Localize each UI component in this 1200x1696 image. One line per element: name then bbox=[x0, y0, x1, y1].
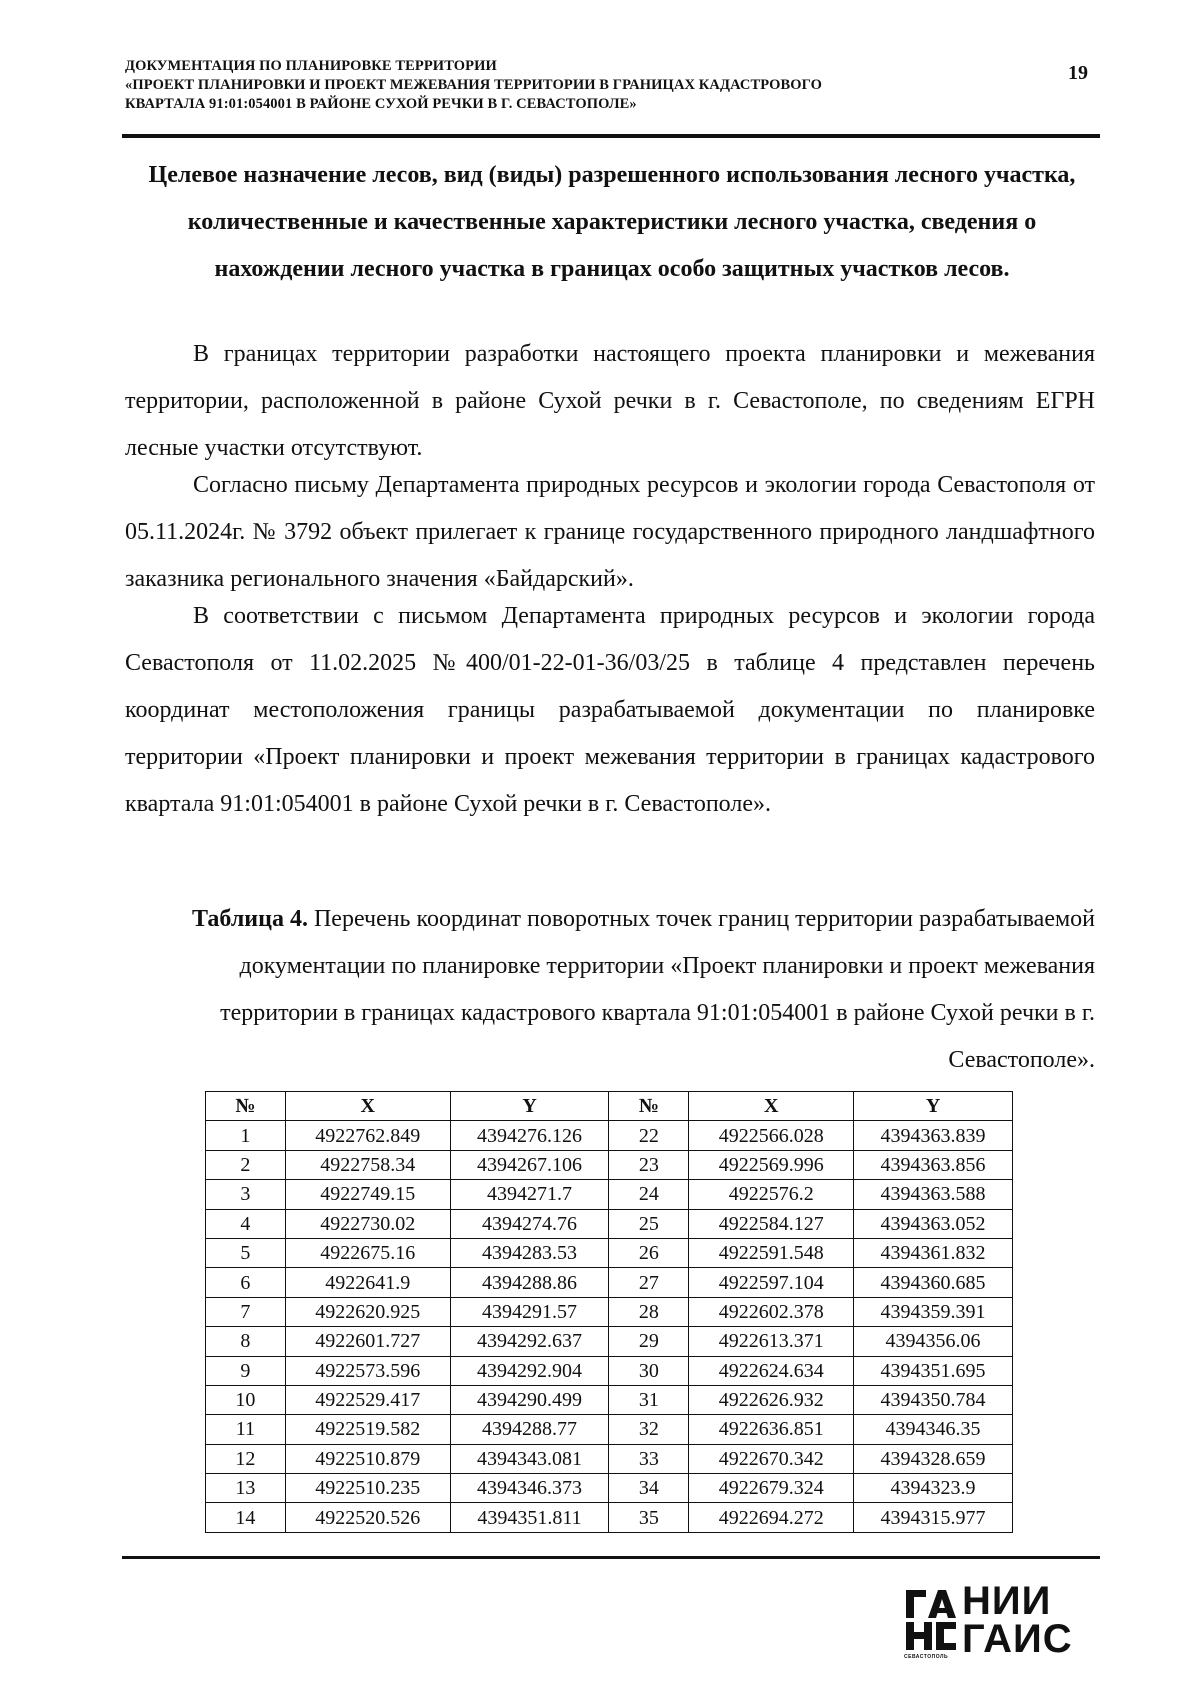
table-cell: 6 bbox=[206, 1268, 286, 1297]
logo-wordmark bbox=[962, 1579, 1073, 1661]
table-row bbox=[206, 1180, 1013, 1209]
table-cell: 4394267.106 bbox=[450, 1150, 609, 1179]
table-cell: 29 bbox=[609, 1327, 689, 1356]
page-number: 19 bbox=[1068, 62, 1088, 84]
table-cell: 10 bbox=[206, 1385, 286, 1414]
table-cell: 23 bbox=[609, 1150, 689, 1179]
table-row bbox=[206, 1209, 1013, 1238]
header-cell: Y bbox=[854, 1092, 1013, 1121]
table-cell: 4394315.977 bbox=[854, 1503, 1013, 1532]
table-cell: 5 bbox=[206, 1238, 286, 1267]
table-caption bbox=[125, 896, 1095, 1084]
table-cell: 35 bbox=[609, 1503, 689, 1532]
header-cell: X bbox=[689, 1092, 854, 1121]
table-cell: 27 bbox=[609, 1268, 689, 1297]
table-cell: 4922602.378 bbox=[689, 1297, 854, 1326]
table-cell: 4394363.052 bbox=[854, 1209, 1013, 1238]
table-cell: 25 bbox=[609, 1209, 689, 1238]
table-cell: 31 bbox=[609, 1385, 689, 1414]
header-cell: X bbox=[285, 1092, 450, 1121]
table-cell: 3 bbox=[206, 1180, 286, 1209]
table-row bbox=[206, 1121, 1013, 1150]
table-cell: 4922730.02 bbox=[285, 1209, 450, 1238]
header-divider bbox=[122, 134, 1100, 138]
table-cell: 4394361.832 bbox=[854, 1238, 1013, 1267]
table-row bbox=[206, 1297, 1013, 1326]
table-cell: 4922636.851 bbox=[689, 1415, 854, 1444]
table-cell: 4922675.16 bbox=[285, 1238, 450, 1267]
table-row bbox=[206, 1356, 1013, 1385]
table-row bbox=[206, 1238, 1013, 1267]
table-cell: 4394291.57 bbox=[450, 1297, 609, 1326]
table-cell: 4922510.235 bbox=[285, 1474, 450, 1503]
logo-line-1: НИИ bbox=[962, 1579, 1052, 1623]
table-cell: 11 bbox=[206, 1415, 286, 1444]
logo-small-text: СЕВАСТОПОЛЬ bbox=[904, 1654, 949, 1660]
table-caption-text: Перечень координат поворотных точек границ территории разрабатываемой документации по планировке территории «Проект планировки и проект межевания территории в границах кадастрового квартала 91:01:054001 в районе Сухой речки в г. Севастополе». bbox=[220, 906, 1095, 1073]
table-cell: 26 bbox=[609, 1238, 689, 1267]
table-cell: 4394292.904 bbox=[450, 1356, 609, 1385]
table-cell: 32 bbox=[609, 1415, 689, 1444]
table-cell: 4394290.499 bbox=[450, 1385, 609, 1414]
table-cell: 4922620.925 bbox=[285, 1297, 450, 1326]
table-cell: 4394346.373 bbox=[450, 1474, 609, 1503]
table-cell: 9 bbox=[206, 1356, 286, 1385]
table-cell: 13 bbox=[206, 1474, 286, 1503]
table-cell: 4394346.35 bbox=[854, 1415, 1013, 1444]
table-cell: 4922519.582 bbox=[285, 1415, 450, 1444]
table-row bbox=[206, 1503, 1013, 1532]
table-cell: 4922597.104 bbox=[689, 1268, 854, 1297]
table-cell: 4394350.784 bbox=[854, 1385, 1013, 1414]
table-cell: 4922694.272 bbox=[689, 1503, 854, 1532]
table-row bbox=[206, 1474, 1013, 1503]
table-cell: 4394274.76 bbox=[450, 1209, 609, 1238]
paragraph-2: Согласно письму Департамента природных ресурсов и экологии города Севастополя от 05.11.2024г. № 3792 объект прилегает к границе государственного природного ландшафтного заказника регионального значения «Байдарский». bbox=[125, 472, 1095, 592]
table-cell: 24 bbox=[609, 1180, 689, 1209]
table-cell: 12 bbox=[206, 1444, 286, 1473]
table-cell: 4394359.391 bbox=[854, 1297, 1013, 1326]
table-row bbox=[206, 1150, 1013, 1179]
table-cell: 4922529.417 bbox=[285, 1385, 450, 1414]
table-row bbox=[206, 1327, 1013, 1356]
table-cell: 14 bbox=[206, 1503, 286, 1532]
table-cell: 4394292.637 bbox=[450, 1327, 609, 1356]
table-cell: 34 bbox=[609, 1474, 689, 1503]
table-body bbox=[206, 1121, 1013, 1532]
header-cell: № bbox=[609, 1092, 689, 1121]
paragraph-1: В границах территории разработки настоящего проекта планировки и межевания территории, расположенной в районе Сухой речки в г. Севастополе, по сведениям ЕГРН лесные участки отсутствуют. bbox=[125, 341, 1095, 461]
table-cell: 4394351.695 bbox=[854, 1356, 1013, 1385]
table-cell: 4394328.659 bbox=[854, 1444, 1013, 1473]
table-cell: 4394363.588 bbox=[854, 1180, 1013, 1209]
table-cell: 4922626.932 bbox=[689, 1385, 854, 1414]
table-cell: 4922573.596 bbox=[285, 1356, 450, 1385]
table-cell: 4394283.53 bbox=[450, 1238, 609, 1267]
table-cell: 4 bbox=[206, 1209, 286, 1238]
table-cell: 4394288.86 bbox=[450, 1268, 609, 1297]
header-cell: № bbox=[206, 1092, 286, 1121]
table-cell: 4394363.839 bbox=[854, 1121, 1013, 1150]
header-line-1: ДОКУМЕНТАЦИЯ ПО ПЛАНИРОВКЕ ТЕРРИТОРИИ bbox=[125, 58, 497, 74]
table-cell: 4394356.06 bbox=[854, 1327, 1013, 1356]
ganis-logo-mark-icon bbox=[904, 1586, 956, 1654]
table-cell: 4922679.324 bbox=[689, 1474, 854, 1503]
table-cell: 33 bbox=[609, 1444, 689, 1473]
paragraph-3: В соответствии с письмом Департамента природных ресурсов и экологии города Севастополя от 11.02.2025 №400/01-22-01-36/03/25 в таблице 4 представлен перечень координат местоположения границы разрабатываемой документации по планировке территории «Проект планировки и проект межевания территории в границах кадастрового квартала 91:01:054001 в районе Сухой речки в г. Севастополе». bbox=[125, 603, 1095, 817]
header-line-2: «ПРОЕКТ ПЛАНИРОВКИ И ПРОЕКТ МЕЖЕВАНИЯ ТЕРРИТОРИИ В ГРАНИЦАХ КАДАСТРОВОГО bbox=[125, 77, 823, 93]
table-cell: 4922762.849 bbox=[285, 1121, 450, 1150]
table-cell: 4922520.526 bbox=[285, 1503, 450, 1532]
table-cell: 8 bbox=[206, 1327, 286, 1356]
table-caption-label: Таблица 4. bbox=[192, 906, 308, 932]
table-cell: 4922758.34 bbox=[285, 1150, 450, 1179]
footer-divider bbox=[122, 1556, 1100, 1559]
document-header bbox=[125, 57, 1045, 114]
table-cell: 4394343.081 bbox=[450, 1444, 609, 1473]
table-row bbox=[206, 1444, 1013, 1473]
header-cell: Y bbox=[450, 1092, 609, 1121]
section-title: Целевое назначение лесов, вид (виды) разрешенного использования лесного участка, количественные и качественные характеристики лесного участка, сведения о нахождении лесного участка в границах особо защитных участков лесов. bbox=[148, 162, 1076, 282]
table-cell: 4394360.685 bbox=[854, 1268, 1013, 1297]
table-cell: 2 bbox=[206, 1150, 286, 1179]
table-cell: 4922670.342 bbox=[689, 1444, 854, 1473]
table-cell: 1 bbox=[206, 1121, 286, 1150]
logo-line-2: ГАИС bbox=[962, 1617, 1073, 1661]
table-cell: 4922510.879 bbox=[285, 1444, 450, 1473]
nii-gais-logo bbox=[904, 1579, 1100, 1664]
table-cell: 4922591.548 bbox=[689, 1238, 854, 1267]
table-cell: 4394271.7 bbox=[450, 1180, 609, 1209]
table-cell: 30 bbox=[609, 1356, 689, 1385]
table-cell: 4922749.15 bbox=[285, 1180, 450, 1209]
table-header-row bbox=[206, 1092, 1013, 1121]
table-row bbox=[206, 1415, 1013, 1444]
table-cell: 4922613.371 bbox=[689, 1327, 854, 1356]
table-cell: 4922624.634 bbox=[689, 1356, 854, 1385]
table-row bbox=[206, 1268, 1013, 1297]
table-cell: 4394288.77 bbox=[450, 1415, 609, 1444]
table-cell: 4394363.856 bbox=[854, 1150, 1013, 1179]
header-line-3: КВАРТАЛА 91:01:054001 В РАЙОНЕ СУХОЙ РЕЧКИ В Г. СЕВАСТОПОЛЕ» bbox=[125, 96, 637, 112]
table-cell: 22 bbox=[609, 1121, 689, 1150]
table-cell: 4394351.811 bbox=[450, 1503, 609, 1532]
table-cell: 4922641.9 bbox=[285, 1268, 450, 1297]
table-row bbox=[206, 1385, 1013, 1414]
table-cell: 4922566.028 bbox=[689, 1121, 854, 1150]
table-cell: 28 bbox=[609, 1297, 689, 1326]
table-cell: 4922569.996 bbox=[689, 1150, 854, 1179]
table-cell: 4922584.127 bbox=[689, 1209, 854, 1238]
table-cell: 4394323.9 bbox=[854, 1474, 1013, 1503]
coordinates-table bbox=[205, 1091, 1013, 1533]
table-cell: 4394276.126 bbox=[450, 1121, 609, 1150]
table-cell: 4922576.2 bbox=[689, 1180, 854, 1209]
table-cell: 4922601.727 bbox=[285, 1327, 450, 1356]
table-cell: 7 bbox=[206, 1297, 286, 1326]
